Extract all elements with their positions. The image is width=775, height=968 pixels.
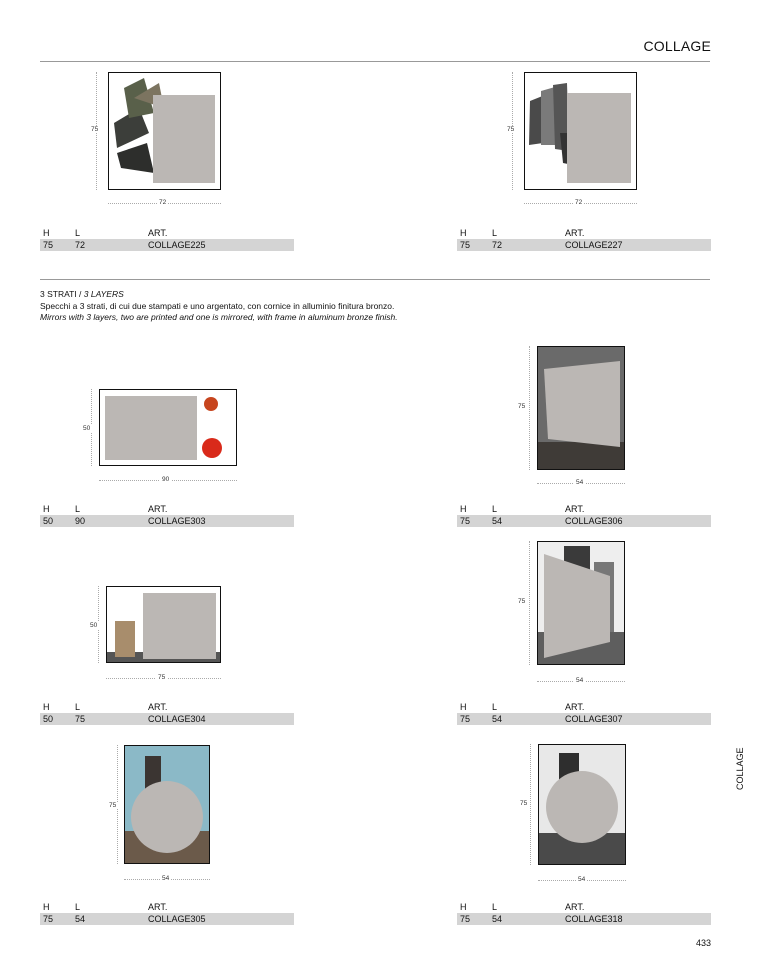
spec-table: H L ART. 75 54 COLLAGE318 bbox=[457, 901, 711, 925]
section-description bbox=[40, 301, 398, 323]
spec-table: H L ART. 75 54 COLLAGE307 bbox=[457, 701, 711, 725]
table-row: 50 75 COLLAGE304 bbox=[40, 713, 294, 725]
product-image bbox=[108, 72, 221, 190]
spec-table: H L ART. 50 75 COLLAGE304 bbox=[40, 701, 294, 725]
divider bbox=[40, 61, 710, 62]
description-english: Mirrors with 3 layers, two are printed and one is mirrored, with frame in aluminum bronze finish. bbox=[40, 312, 398, 322]
height-dimension: 75 bbox=[507, 126, 515, 133]
product-image bbox=[524, 72, 637, 190]
height-dimension: 75 bbox=[520, 800, 528, 807]
width-dimension: 54 bbox=[576, 479, 584, 486]
table-row: 75 54 COLLAGE307 bbox=[457, 713, 711, 725]
height-dimension: 50 bbox=[90, 622, 98, 629]
spec-table: H L ART. 75 54 COLLAGE305 bbox=[40, 901, 294, 925]
table-row: 75 54 COLLAGE318 bbox=[457, 913, 711, 925]
spec-table: H L ART. 50 90 COLLAGE303 bbox=[40, 503, 294, 527]
product-image bbox=[538, 744, 626, 865]
width-dimension: 72 bbox=[159, 199, 167, 206]
spec-table: H L ART. 75 54 COLLAGE306 bbox=[457, 503, 711, 527]
table-row: 75 72 COLLAGE227 bbox=[457, 239, 711, 251]
product-image bbox=[537, 346, 625, 470]
spec-table: H L ART. 75 72 COLLAGE227 bbox=[457, 227, 711, 251]
product-image bbox=[99, 389, 237, 466]
table-row: 75 54 COLLAGE305 bbox=[40, 913, 294, 925]
height-dimension: 75 bbox=[91, 126, 99, 133]
product-image bbox=[537, 541, 625, 665]
page-title: COLLAGE bbox=[643, 38, 711, 54]
table-row: 75 54 COLLAGE306 bbox=[457, 515, 711, 527]
page-number: 433 bbox=[695, 938, 711, 948]
product-image bbox=[124, 745, 210, 864]
width-dimension: 75 bbox=[158, 674, 166, 681]
height-dimension: 75 bbox=[109, 802, 117, 809]
side-label: COLLAGE bbox=[735, 747, 745, 790]
height-dimension: 50 bbox=[83, 425, 91, 432]
table-row: 75 72 COLLAGE225 bbox=[40, 239, 294, 251]
width-dimension: 90 bbox=[162, 476, 170, 483]
description-italian: Specchi a 3 strati, di cui due stampati e uno argentato, con cornice in alluminio finitura bronzo. bbox=[40, 301, 395, 311]
width-dimension: 72 bbox=[575, 199, 583, 206]
table-row: 50 90 COLLAGE303 bbox=[40, 515, 294, 527]
height-dimension: 75 bbox=[518, 598, 526, 605]
height-dimension: 75 bbox=[518, 403, 526, 410]
spec-table: H L ART. 75 72 COLLAGE225 bbox=[40, 227, 294, 251]
divider bbox=[40, 279, 710, 280]
product-image bbox=[106, 586, 221, 663]
width-dimension: 54 bbox=[576, 677, 584, 684]
width-dimension: 54 bbox=[162, 875, 170, 882]
section-heading: 3 STRATI / 3 LAYERS bbox=[40, 289, 124, 299]
width-dimension: 54 bbox=[578, 876, 586, 883]
